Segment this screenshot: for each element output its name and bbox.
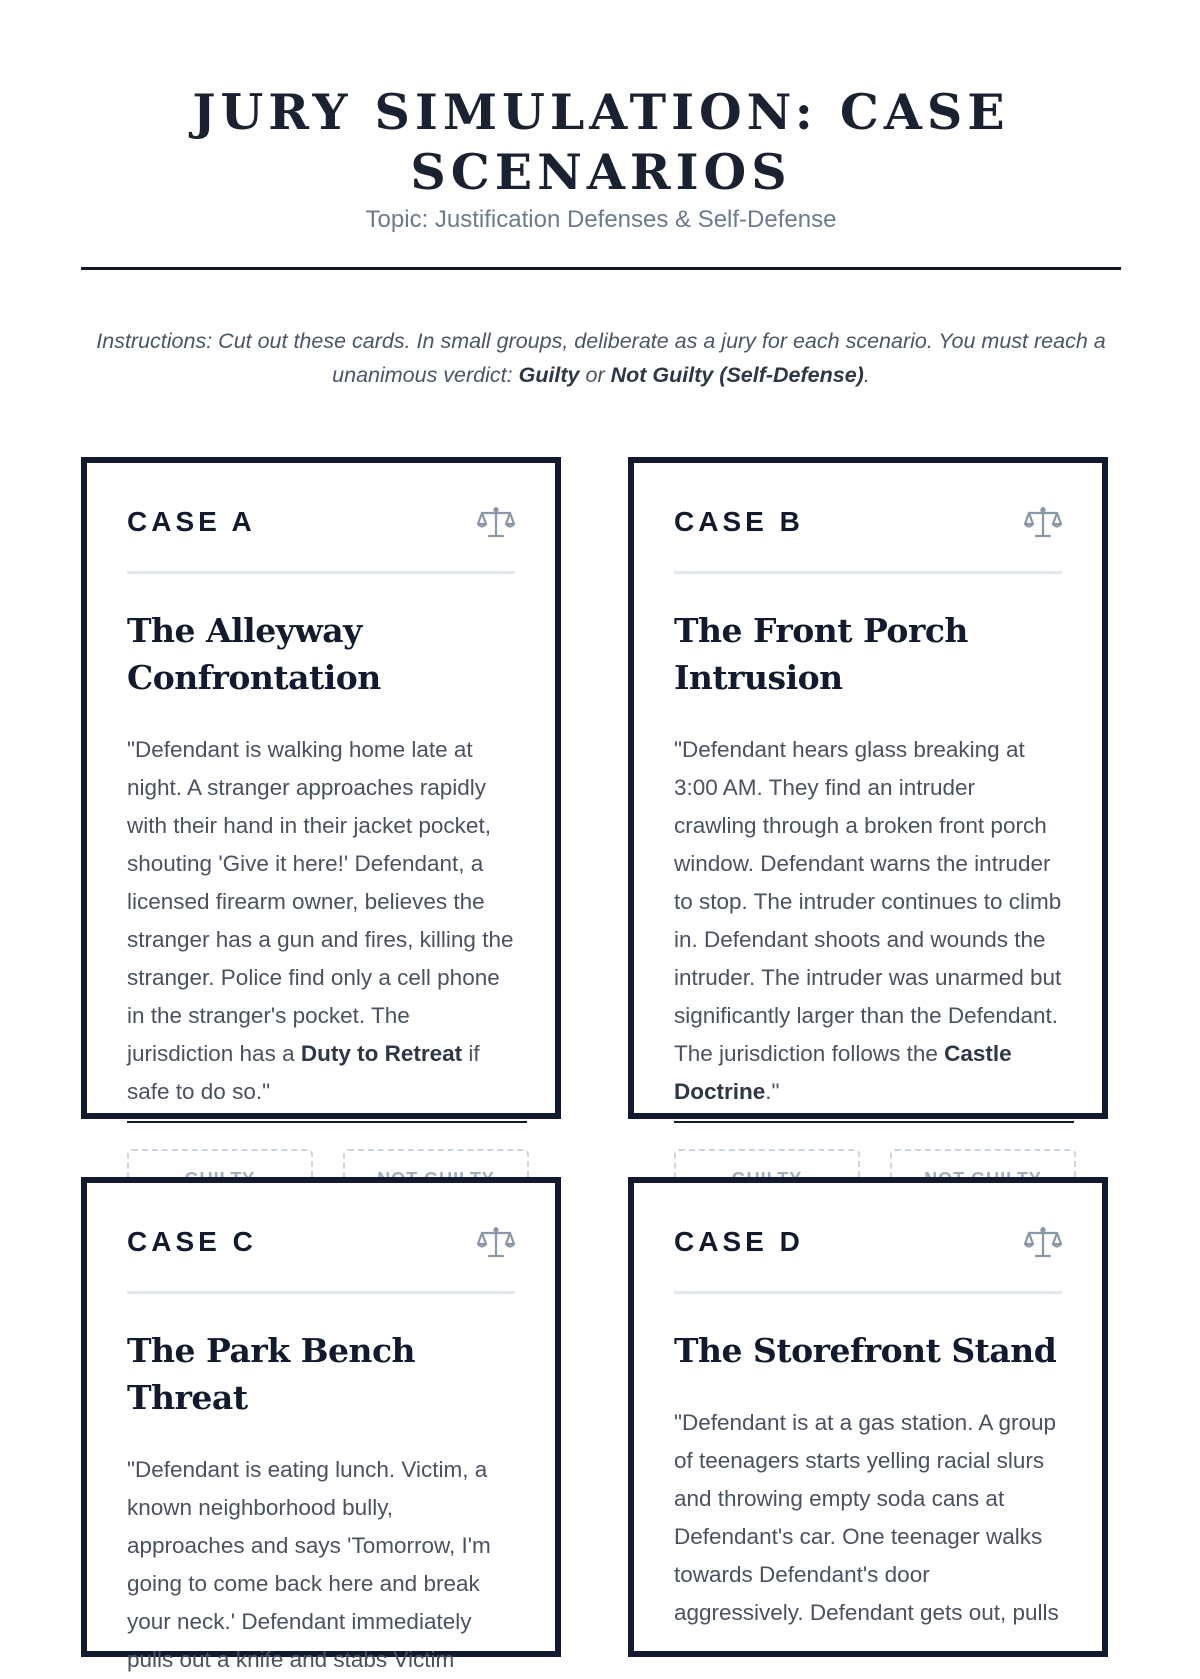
scenario-text-end: if safe to do so."	[127, 1041, 480, 1104]
case-scenario	[127, 731, 515, 1111]
scenario-text: "Defendant is walking home late at night. A stranger approaches rapidly with their hand in their jacket pocket, shouting 'Give it here!' Defendant, a licensed firearm owner, believes the stranger has a gun and fires, killing the stranger. Police find only a cell phone in the stranger's pocket. The jurisdiction has a	[127, 737, 514, 1066]
card-header	[674, 1183, 1062, 1294]
case-label: CASE C	[127, 1226, 257, 1257]
case-title: The Front Porch Intrusion	[674, 611, 968, 697]
scenario-key-term: Duty to Retreat	[300, 1041, 463, 1066]
card-b-bottom-divider	[674, 1121, 1074, 1123]
scenario-text: "Defendant hears glass breaking at 3:00 AM. They find an intruder crawling through a broken front porch window. Defendant warns the intruder to stop. The intruder continues to climb in. Defendant shoots and wounds the intruder. The intruder was unarmed but significantly larger than the Defendant. The jurisdiction follows the	[674, 737, 1062, 1066]
card-a-bottom-divider	[127, 1121, 527, 1123]
case-title: The Park Bench Threat	[127, 1331, 416, 1417]
case-title: The Alleyway Confrontation	[127, 611, 381, 697]
scales-of-justice-icon	[477, 1225, 515, 1259]
instructions-text: Instructions: Cut out these cards. In small groups, deliberate as a jury for each scenario. You must reach a unanimous verdict:	[96, 329, 1106, 387]
case-scenario	[127, 1451, 515, 1679]
case-title: The Storefront Stand	[674, 1331, 1057, 1370]
scales-of-justice-icon	[477, 505, 515, 539]
card-header	[674, 463, 1062, 574]
case-label: CASE D	[674, 1226, 804, 1257]
case-scenario	[674, 731, 1062, 1111]
instructions-option-not-guilty: Not Guilty (Self-Defense)	[610, 363, 864, 387]
instructions-joiner: or	[579, 363, 611, 387]
case-label: CASE B	[674, 506, 804, 537]
instructions	[81, 324, 1121, 392]
case-card-d	[628, 1177, 1108, 1657]
header-divider	[81, 267, 1121, 270]
case-card-a	[81, 457, 561, 1119]
card-header	[127, 463, 515, 574]
scales-of-justice-icon	[1024, 505, 1062, 539]
card-header	[127, 1183, 515, 1294]
instructions-end: .	[863, 363, 870, 387]
case-scenario	[674, 1404, 1062, 1632]
scenario-key-term: Castle Doctrine	[674, 1041, 1012, 1104]
scenario-text: "Defendant is eating lunch. Victim, a known neighborhood bully, approaches and says 'Tomorrow, I'm going to come back here and break your neck.' Defendant immediately pulls out a knife and stabs Victim	[127, 1457, 491, 1672]
scales-of-justice-icon	[1024, 1225, 1062, 1259]
page-title: JURY SIMULATION: CASE SCENARIOS	[192, 83, 1010, 201]
instructions-option-guilty: Guilty	[518, 363, 580, 387]
page-subtitle: Topic: Justification Defenses & Self-Defense	[365, 206, 837, 233]
scenario-text-end: ."	[765, 1079, 780, 1104]
case-card-b	[628, 457, 1108, 1119]
scenario-text: "Defendant is at a gas station. A group of teenagers starts yelling racial slurs and throwing empty soda cans at Defendant's car. One teenager walks towards Defendant's door aggressively. Defendant gets out, pulls	[674, 1410, 1059, 1625]
worksheet-header	[81, 82, 1121, 234]
case-card-c	[81, 1177, 561, 1672]
case-label: CASE A	[127, 506, 256, 537]
